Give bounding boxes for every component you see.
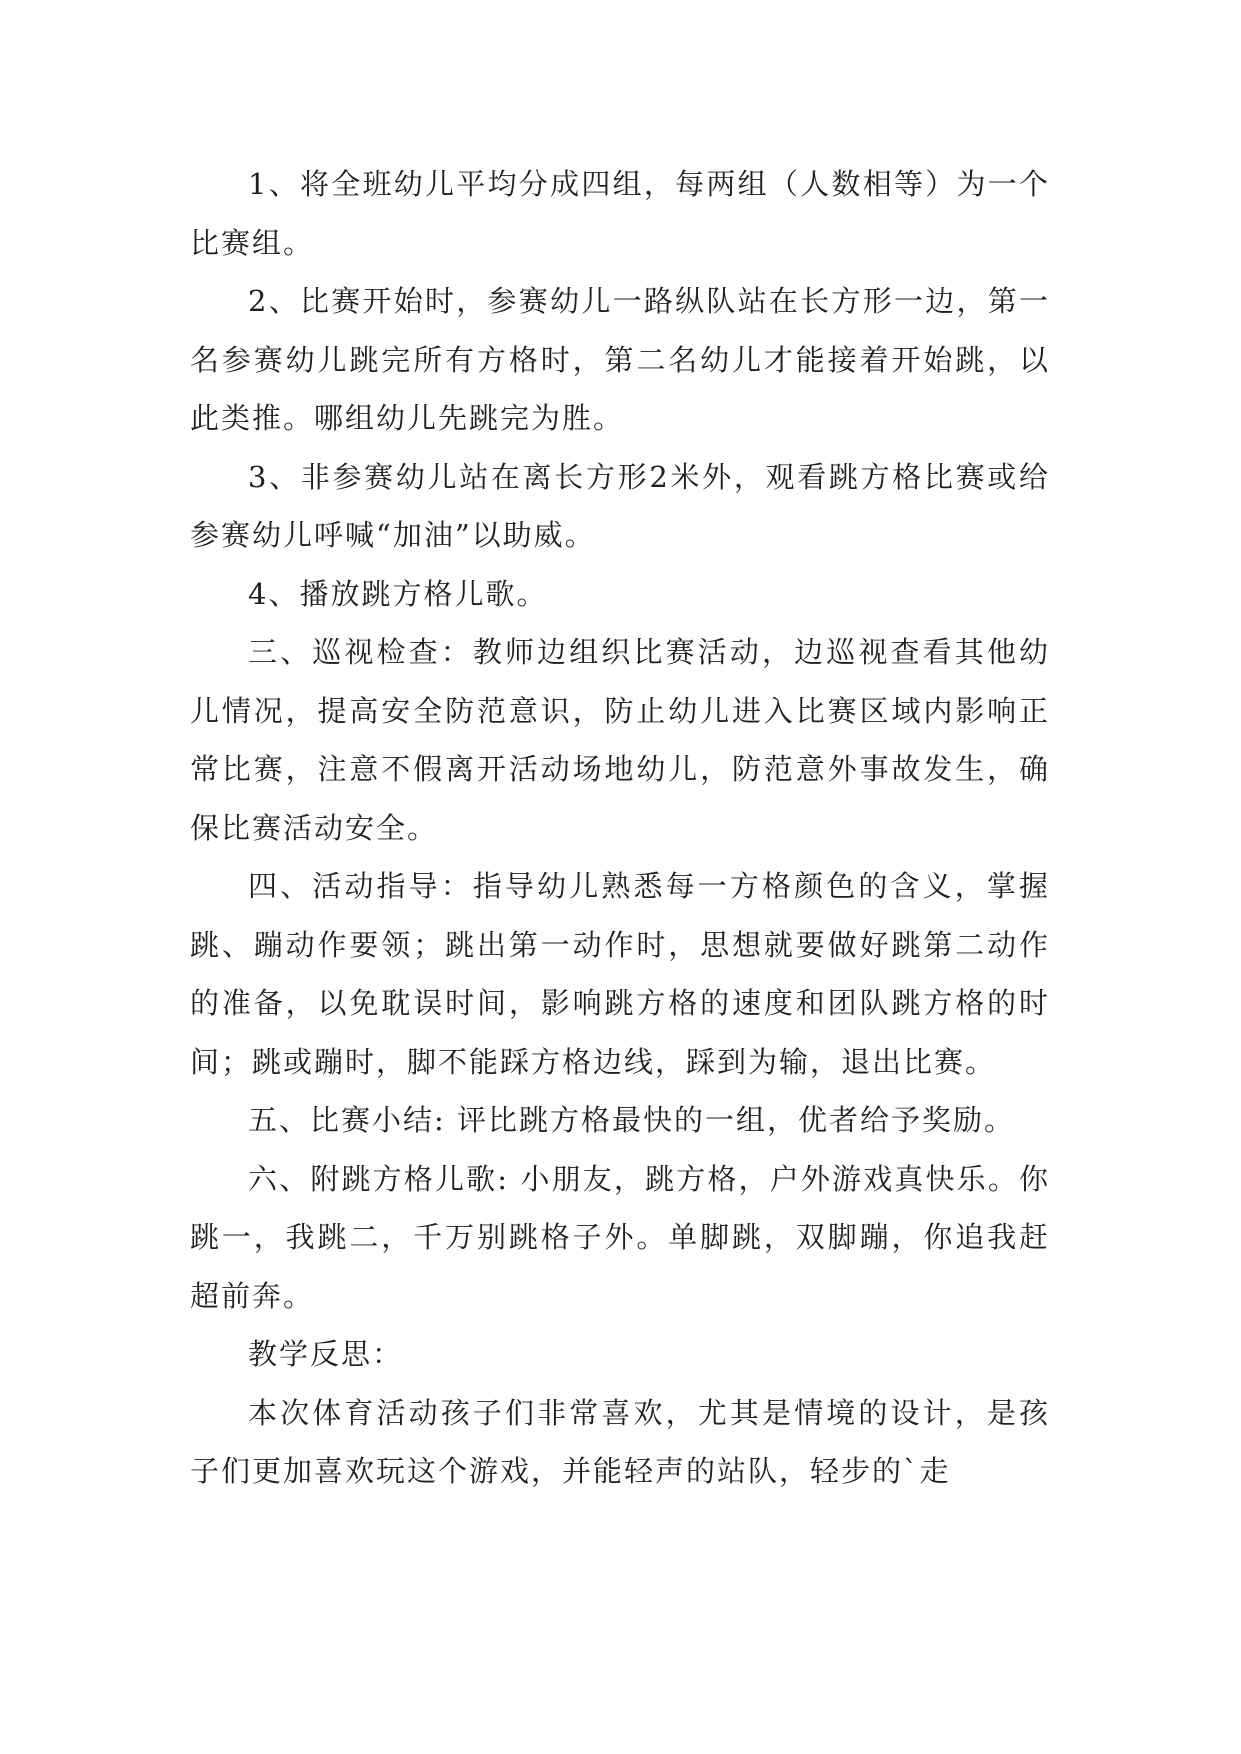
paragraph-spectator-rule: 3、非参赛幼儿站在离长方形2米外，观看跳方格比赛或给参赛幼儿呼喊“加油”以助威。 bbox=[190, 459, 1050, 552]
paragraph-grouping-rule: 1、将全班幼儿平均分成四组，每两组（人数相等）为一个比赛组。 bbox=[190, 167, 1050, 260]
paragraph-start-rule: 2、比赛开始时，参赛幼儿一路纵队站在长方形一边，第一名参赛幼儿跳完所有方格时，第二名幼儿才能接着开始跳，以此类推。哪组幼儿先跳完为胜。 bbox=[190, 284, 1050, 435]
paragraph-reflection-heading: 教学反思： bbox=[248, 1337, 404, 1371]
paragraph-play-song: 4、播放跳方格儿歌。 bbox=[248, 576, 548, 611]
paragraph-song-lyrics: 六、附跳方格儿歌: 小朋友，跳方格，户外游戏真快乐。你跳一，我跳二，千万别跳格子外。单脚跳，双脚蹦，你追我赶超前奔。 bbox=[190, 1161, 1050, 1313]
paragraph-guidance: 四、活动指导：指导幼儿熟悉每一方格颜色的含义，掌握跳、蹦动作要领；跳出第一动作时，思想就要做好跳第二动作的准备，以免耽误时间，影响跳方格的速度和团队跳方格的时间；跳或蹦时，脚不能踩方格边线，踩到为输，退出比赛。 bbox=[190, 869, 1050, 1079]
paragraph-reflection-text: 本次体育活动孩子们非常喜欢，尤其是情境的设计，是孩子们更加喜欢玩这个游戏，并能轻声的站队，轻步的`走 bbox=[190, 1395, 1050, 1488]
paragraph-inspection: 三、巡视检查：教师边组织比赛活动，边巡视查看其他幼儿情况，提高安全防范意识，防止幼儿进入比赛区域内影响正常比赛，注意不假离开活动场地幼儿，防范意外事故发生，确保比赛活动安全。 bbox=[190, 635, 1050, 845]
document-body bbox=[190, 155, 1050, 1501]
paragraph-summary: 五、比赛小结: 评比跳方格最快的一组，优者给予奖励。 bbox=[248, 1103, 1015, 1137]
